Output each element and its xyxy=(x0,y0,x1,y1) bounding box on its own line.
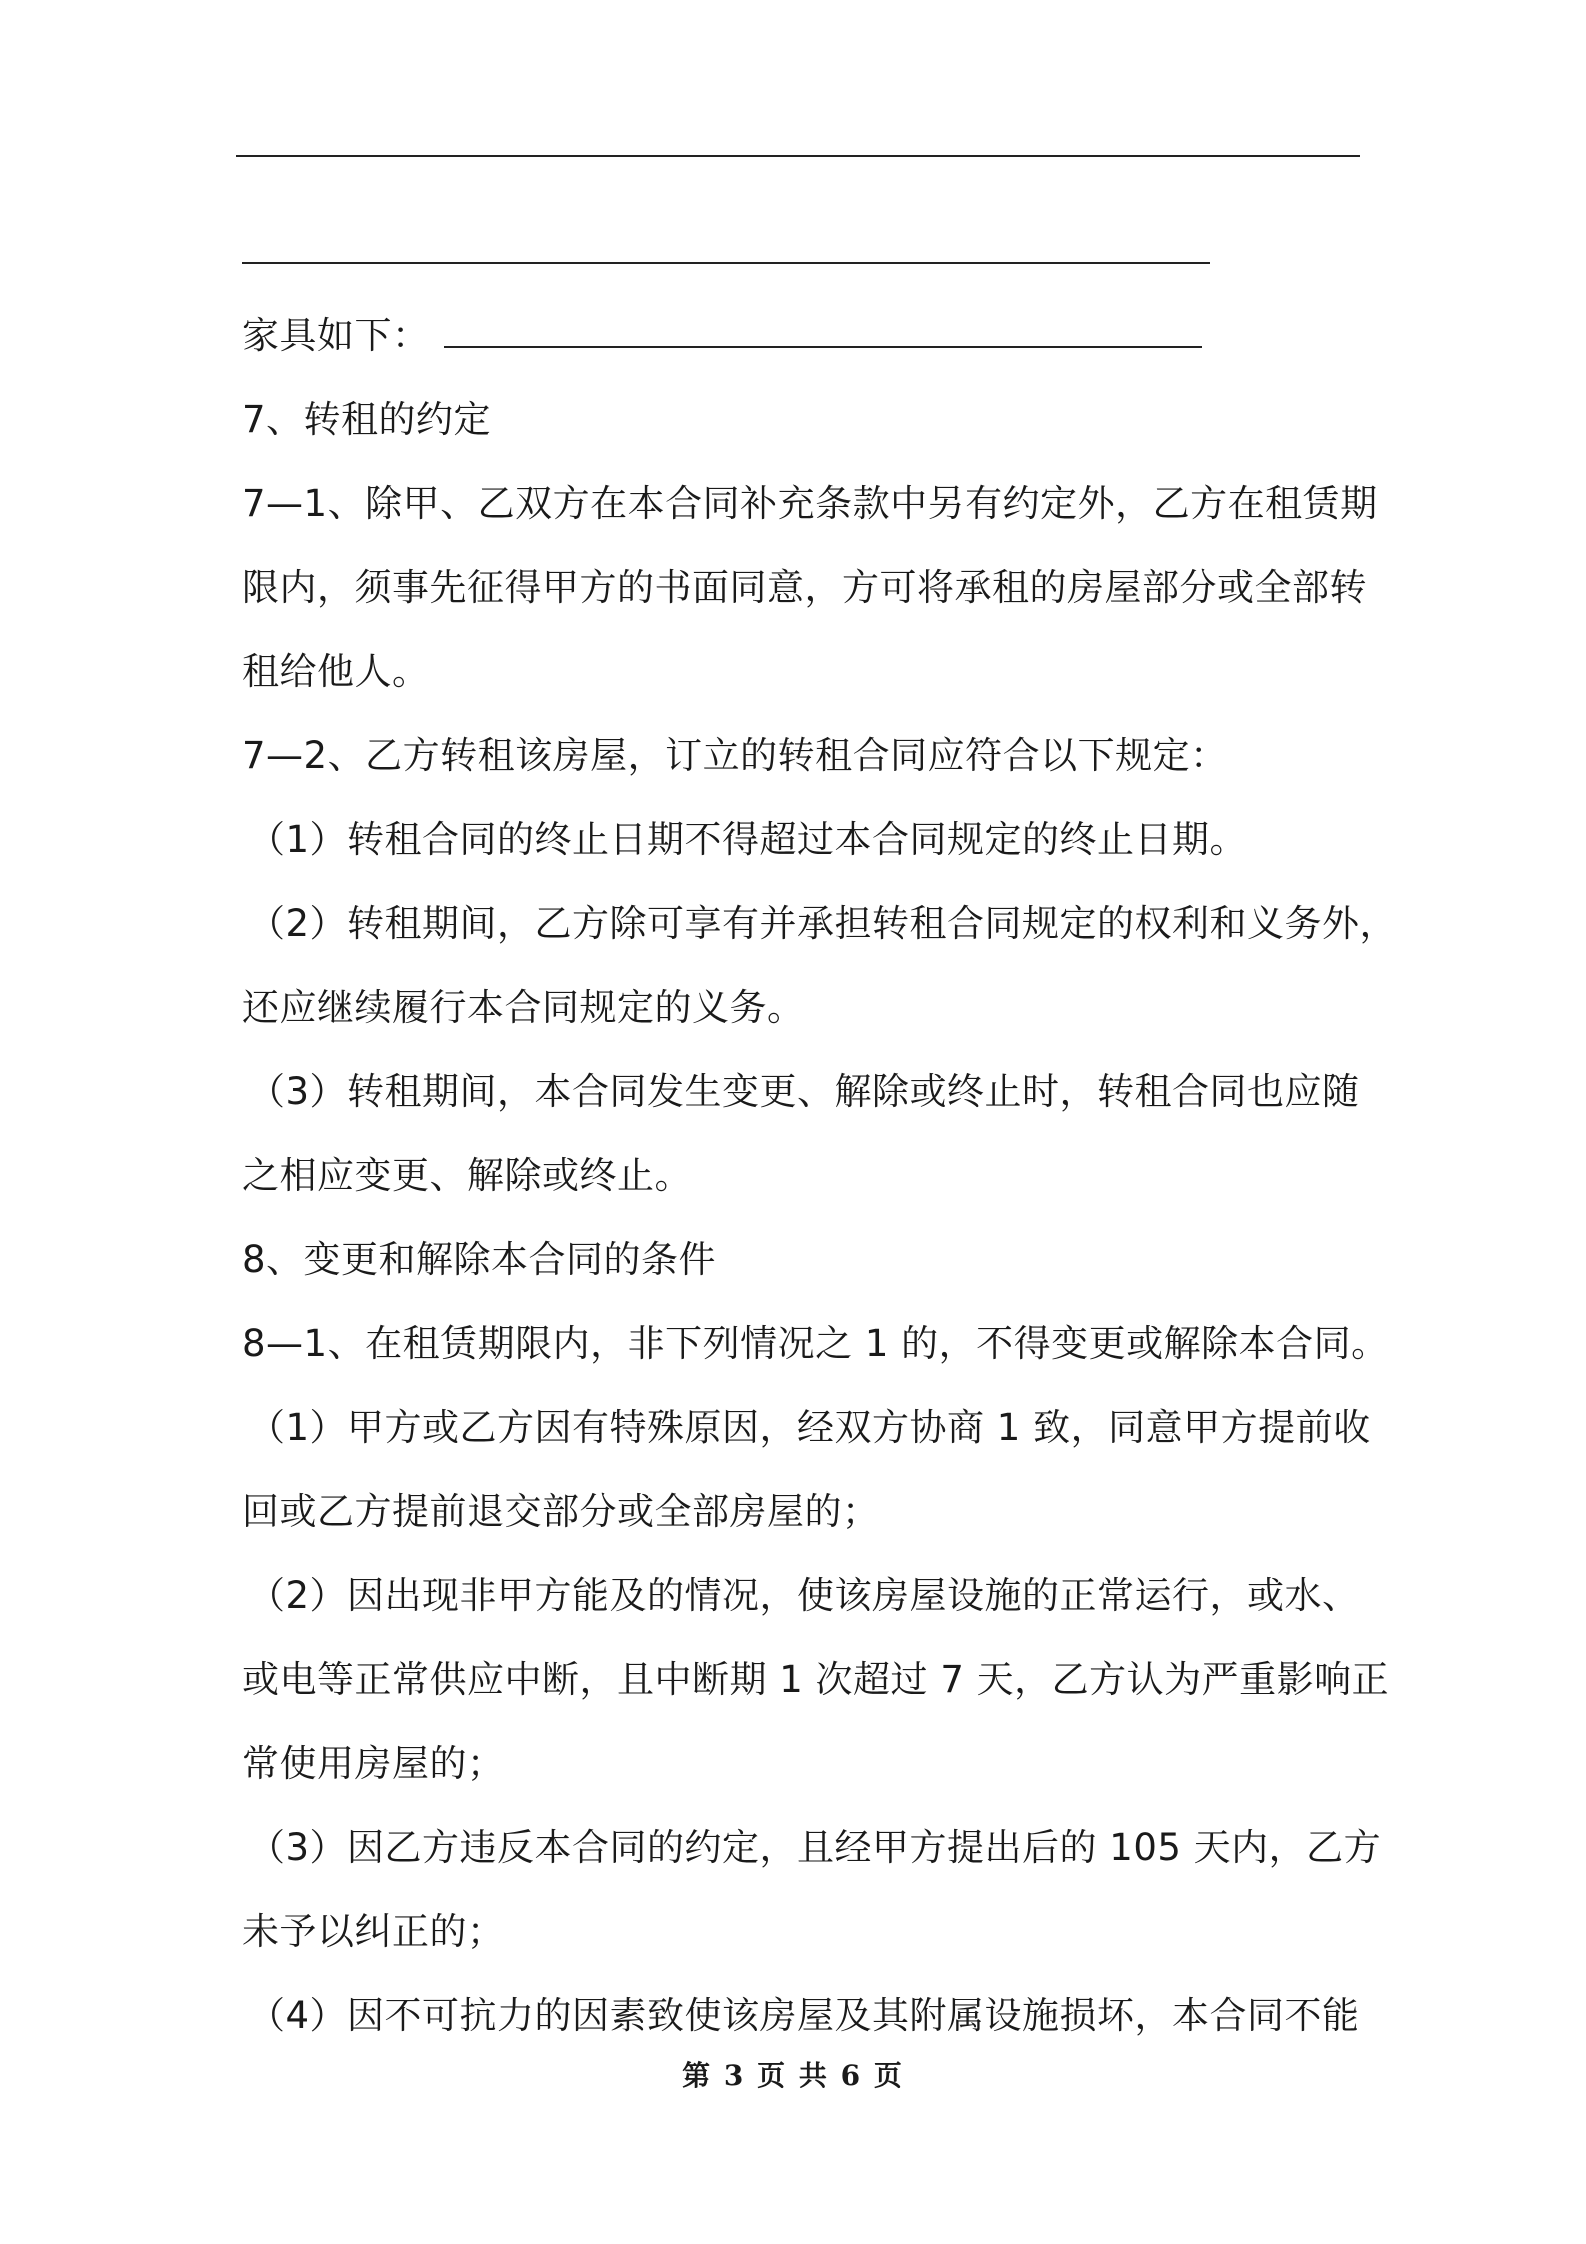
blank-line xyxy=(242,210,1368,294)
paragraph-line: 7—2、乙方转租该房屋，订立的转租合同应符合以下规定： xyxy=(242,734,1228,777)
paragraph-line: 还应继续履行本合同规定的义务。 xyxy=(242,986,805,1029)
body-text xyxy=(242,210,1398,2058)
list-item: （1）甲方或乙方因有特殊原因，经双方协商 1 致，同意甲方提前收 xyxy=(248,1406,1371,1449)
list-item: （2）因出现非甲方能及的情况，使该房屋设施的正常运行，或水、 xyxy=(248,1574,1360,1617)
paragraph-line: 回或乙方提前退交部分或全部房屋的； xyxy=(242,1490,880,1533)
paragraph-line: 未予以纠正的； xyxy=(242,1910,505,1953)
paragraph-line: 8—1、在租赁期限内，非下列情况之 1 的，不得变更或解除本合同。 xyxy=(242,1322,1389,1365)
furniture-label: 家具如下： xyxy=(242,314,430,357)
section-heading: 8、变更和解除本合同的条件 xyxy=(242,1238,717,1281)
list-item: （1）转租合同的终止日期不得超过本合同规定的终止日期。 xyxy=(248,818,1248,861)
list-item: （3）因乙方违反本合同的约定，且经甲方提出后的 105 天内，乙方 xyxy=(248,1826,1382,1869)
list-item: （2）转租期间，乙方除可享有并承担转租合同规定的权利和义务外， xyxy=(248,902,1398,945)
furniture-line xyxy=(242,294,1368,378)
paragraph-line: 限内，须事先征得甲方的书面同意，方可将承租的房屋部分或全部转 xyxy=(242,566,1367,609)
top-rule xyxy=(236,155,1360,157)
fill-in-blank xyxy=(242,232,1210,264)
paragraph-line: 之相应变更、解除或终止。 xyxy=(242,1154,692,1197)
paragraph-line: 或电等正常供应中断，且中断期 1 次超过 7 天，乙方认为严重影响正 xyxy=(242,1658,1390,1701)
section-heading: 7、转租的约定 xyxy=(242,398,492,441)
page-footer: 第 3 页 共 6 页 xyxy=(682,2059,904,2092)
paragraph-line: 7—1、除甲、乙双方在本合同补充条款中另有约定外，乙方在租赁期 xyxy=(242,482,1378,525)
fill-in-blank xyxy=(444,316,1202,348)
list-item: （3）转租期间，本合同发生变更、解除或终止时，转租合同也应随 xyxy=(248,1070,1360,1113)
paragraph-line: 常使用房屋的； xyxy=(242,1742,505,1785)
list-item: （4）因不可抗力的因素致使该房屋及其附属设施损坏，本合同不能 xyxy=(248,1994,1360,2037)
paragraph-line: 租给他人。 xyxy=(242,650,430,693)
